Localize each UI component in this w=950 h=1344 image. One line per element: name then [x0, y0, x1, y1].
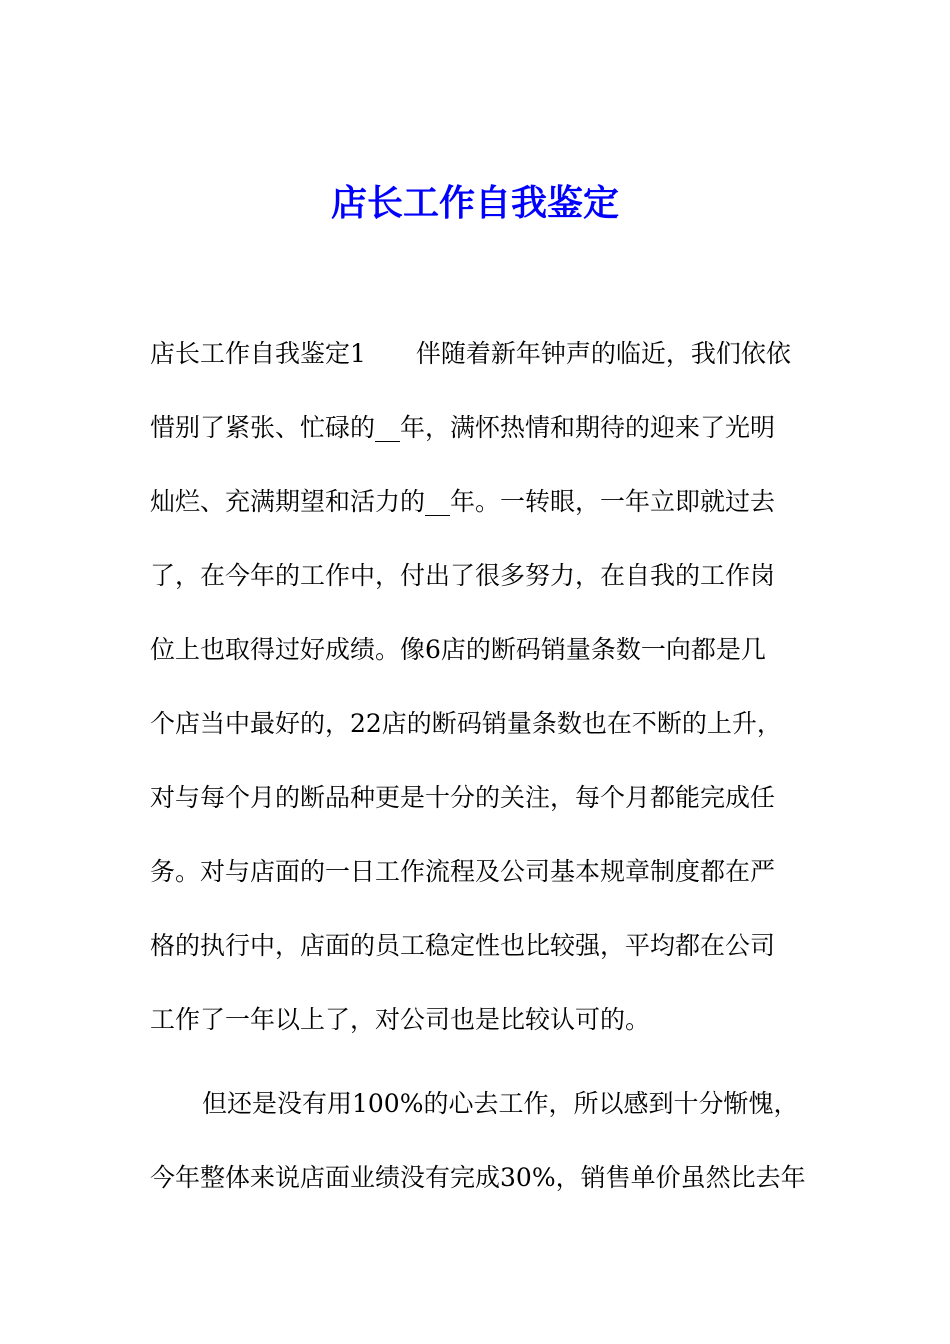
text-line: 了，在今年的工作中，付出了很多努力，在自我的工作岗: [150, 561, 776, 590]
text-line: 今年整体来说店面业绩没有完成30%，销售单价虽然比去年: [150, 1163, 806, 1192]
text-line: 灿烂、充满期望和活力的__年。一转眼，一年立即就过去: [150, 487, 776, 516]
text-line: 惜别了紧张、忙碌的__年，满怀热情和期待的迎来了光明: [150, 413, 776, 442]
text-line: 位上也取得过好成绩。像6店的断码销量条数一向都是几: [150, 635, 766, 664]
document-title: 店长工作自我鉴定: [330, 182, 619, 224]
text-line: 工作了一年以上了，对公司也是比较认可的。: [150, 1005, 651, 1034]
text-line: 格的执行中，店面的员工稳定性也比较强，平均都在公司: [150, 931, 776, 960]
text-line: [150, 1067, 810, 1141]
text-line: [150, 317, 810, 391]
line-text: 伴随着新年钟声的临近，我们依依: [415, 339, 791, 368]
text-line: 务。对与店面的一日工作流程及公司基本规章制度都在严: [150, 857, 776, 886]
text-line: 对与每个月的断品种更是十分的关注，每个月都能完成任: [150, 783, 776, 812]
paragraph-2: [150, 1067, 810, 1215]
section-heading: 店长工作自我鉴定1: [150, 339, 366, 368]
text-line: 个店当中最好的，22店的断码销量条数也在不断的上升，: [150, 709, 782, 738]
paragraph-1: [150, 317, 810, 1057]
line-text: 但还是没有用100%的心去工作，所以感到十分惭愧，: [202, 1089, 799, 1118]
